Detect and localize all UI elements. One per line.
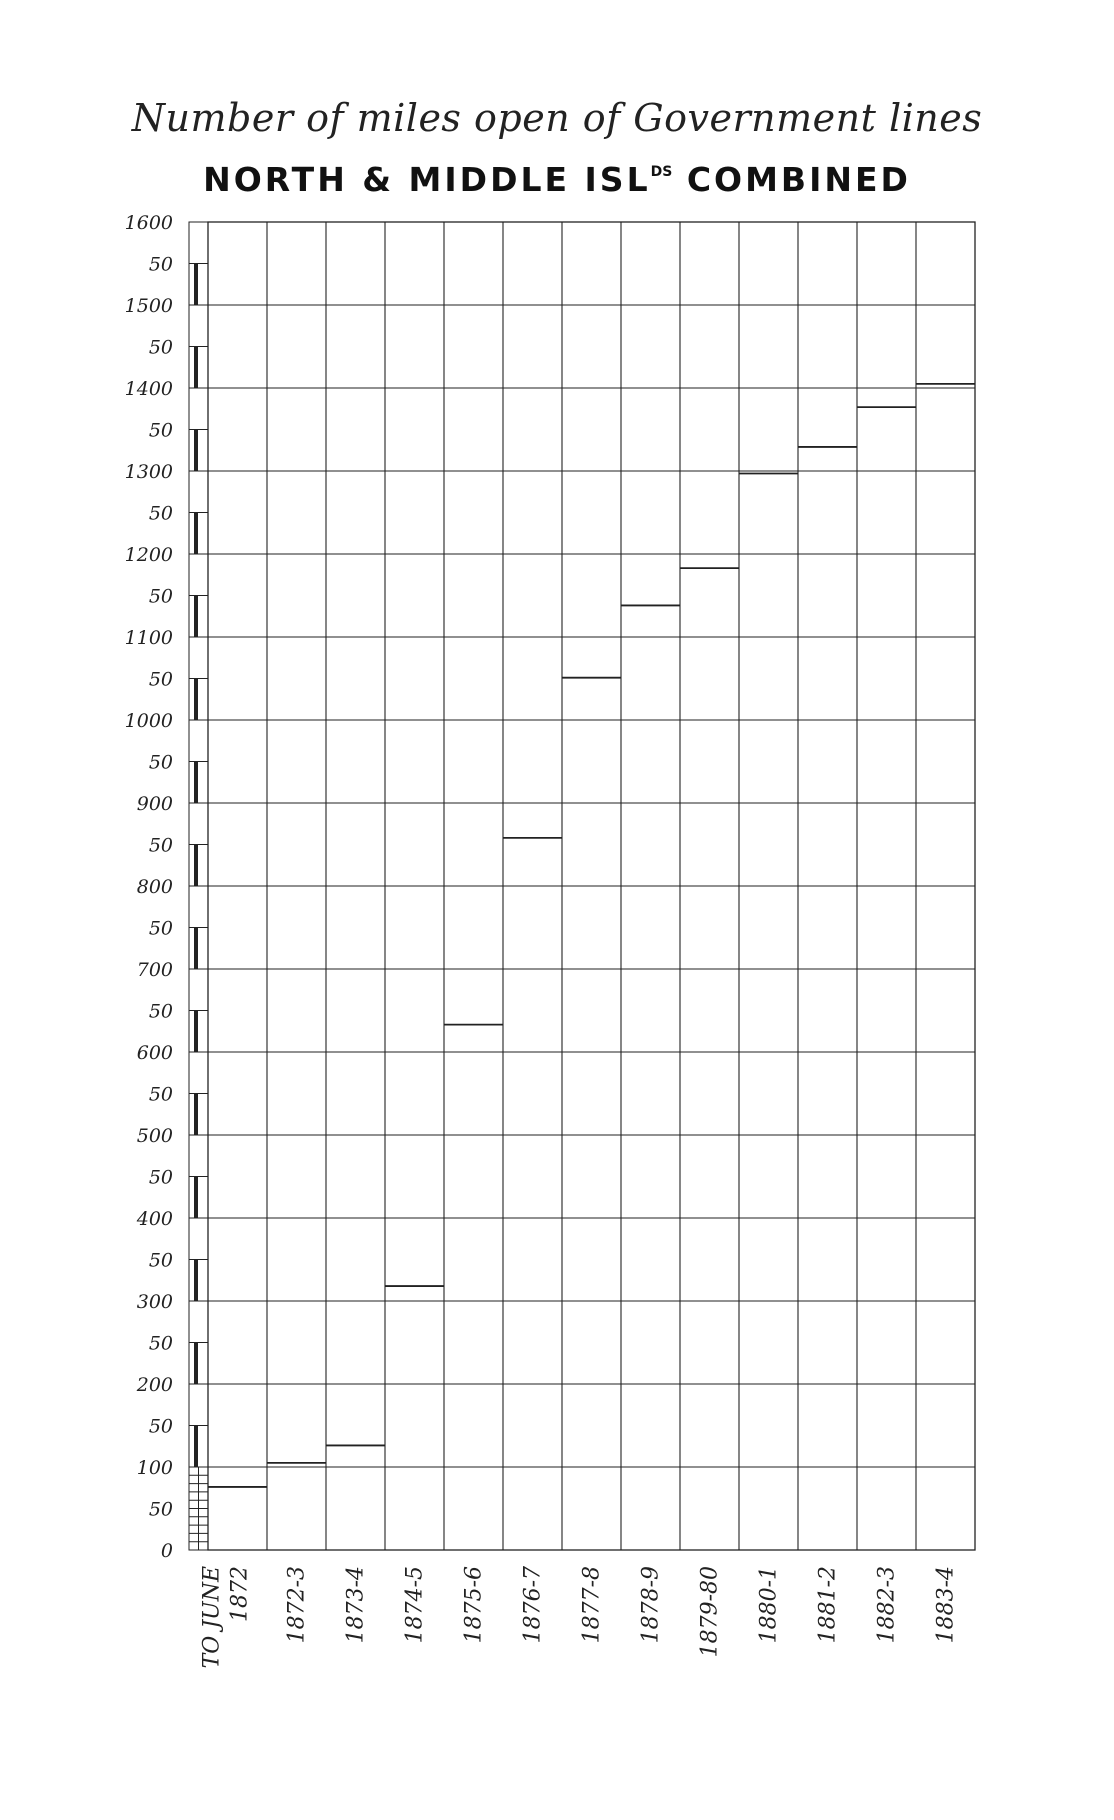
y-tick-label: 1600 [124,212,173,234]
scale-bar-segment [194,679,198,721]
scale-bar-segment [194,596,198,638]
chart-grid [208,222,975,1550]
y-tick-label: 300 [136,1291,173,1313]
x-tick-label: 1883-4 [933,1566,959,1644]
y-tick-label: 50 [148,1498,173,1521]
y-tick-label: 50 [148,668,173,691]
y-tick-label: 50 [148,502,173,525]
y-tick-label: 900 [136,793,173,815]
scale-bar-segment [194,1426,198,1468]
y-tick-label: 50 [148,917,173,940]
x-axis-labels [200,1566,959,1668]
y-tick-label: 1400 [124,378,173,400]
y-tick-label: 50 [148,253,173,276]
x-tick-label: 1882-3 [874,1566,900,1644]
x-tick-label: 1878-9 [638,1566,664,1644]
y-tick-label: 50 [148,1166,173,1189]
x-axis-label [698,1566,723,1657]
y-tick-label: 400 [136,1208,173,1230]
scale-bar-segment [194,1011,198,1053]
scale-bar-segment [194,845,198,887]
y-tick-label: 500 [136,1125,173,1147]
chart-title: Number of miles open of Government lines [131,96,983,140]
subtitle-superscript: DS [650,164,673,180]
scale-bar-segment [194,928,198,970]
x-axis-label [875,1566,900,1643]
y-tick-label: 50 [148,751,173,774]
x-axis-label [934,1566,959,1643]
x-tick-label: 1873-4 [343,1566,369,1644]
x-axis-label [285,1566,310,1643]
scale-bar-segment [194,430,198,472]
y-tick-label: 50 [148,419,173,442]
y-tick-label: 50 [148,1000,173,1023]
scale-bar-segment [194,513,198,555]
x-tick-label: 1879-80 [697,1566,723,1658]
y-tick-label: 1000 [124,710,173,732]
scale-bar-segment [194,1260,198,1302]
x-axis-label [403,1566,428,1643]
x-axis-label [757,1566,782,1643]
x-tick-label: 1876-7 [520,1566,546,1644]
x-tick-label: 1874-5 [402,1566,428,1644]
scale-bar-segment [194,347,198,389]
y-axis-ticks [125,212,173,1562]
x-tick-label: TO JUNE [199,1566,225,1669]
y-tick-label: 0 [160,1540,173,1562]
x-tick-label: 1872 [227,1566,253,1622]
y-tick-label: 50 [148,336,173,359]
subtitle-suffix: COMBINED [672,160,911,199]
x-axis-label [200,1566,253,1668]
x-tick-label: 1880-1 [756,1566,782,1644]
scale-bar-segment [194,1094,198,1136]
y-tick-label: 800 [136,876,173,898]
x-tick-label: 1881-2 [815,1566,841,1644]
x-tick-label: 1875-6 [461,1566,487,1644]
y-tick-label: 600 [136,1042,173,1064]
y-tick-label: 50 [148,1415,173,1438]
y-tick-label: 100 [136,1457,173,1479]
y-tick-label: 50 [148,834,173,857]
subtitle-main: NORTH & MIDDLE ISL [203,160,651,199]
x-axis-label [816,1566,841,1643]
scale-bar-segment [194,264,198,306]
y-tick-label: 50 [148,1083,173,1106]
scale-bar-segment [194,762,198,804]
x-axis-label [344,1566,369,1643]
x-axis-label [521,1566,546,1643]
y-tick-label: 1200 [124,544,173,566]
y-tick-label: 50 [148,1332,173,1355]
x-tick-label: 1872-3 [284,1566,310,1644]
y-tick-label: 1500 [124,295,173,317]
scale-bar-segment [194,1177,198,1219]
vertical-scale-bar [189,222,208,1550]
x-axis-label [639,1566,664,1643]
bar-tops [208,384,975,1487]
y-tick-label: 50 [148,1249,173,1272]
y-tick-label: 200 [136,1374,173,1396]
y-tick-label: 700 [136,959,173,981]
y-tick-label: 50 [148,585,173,608]
y-tick-label: 1100 [124,627,173,649]
x-axis-label [462,1566,487,1643]
x-axis-label [580,1566,605,1643]
scale-bar-segment [194,1343,198,1385]
y-tick-label: 1300 [124,461,173,483]
x-tick-label: 1877-8 [579,1566,605,1644]
